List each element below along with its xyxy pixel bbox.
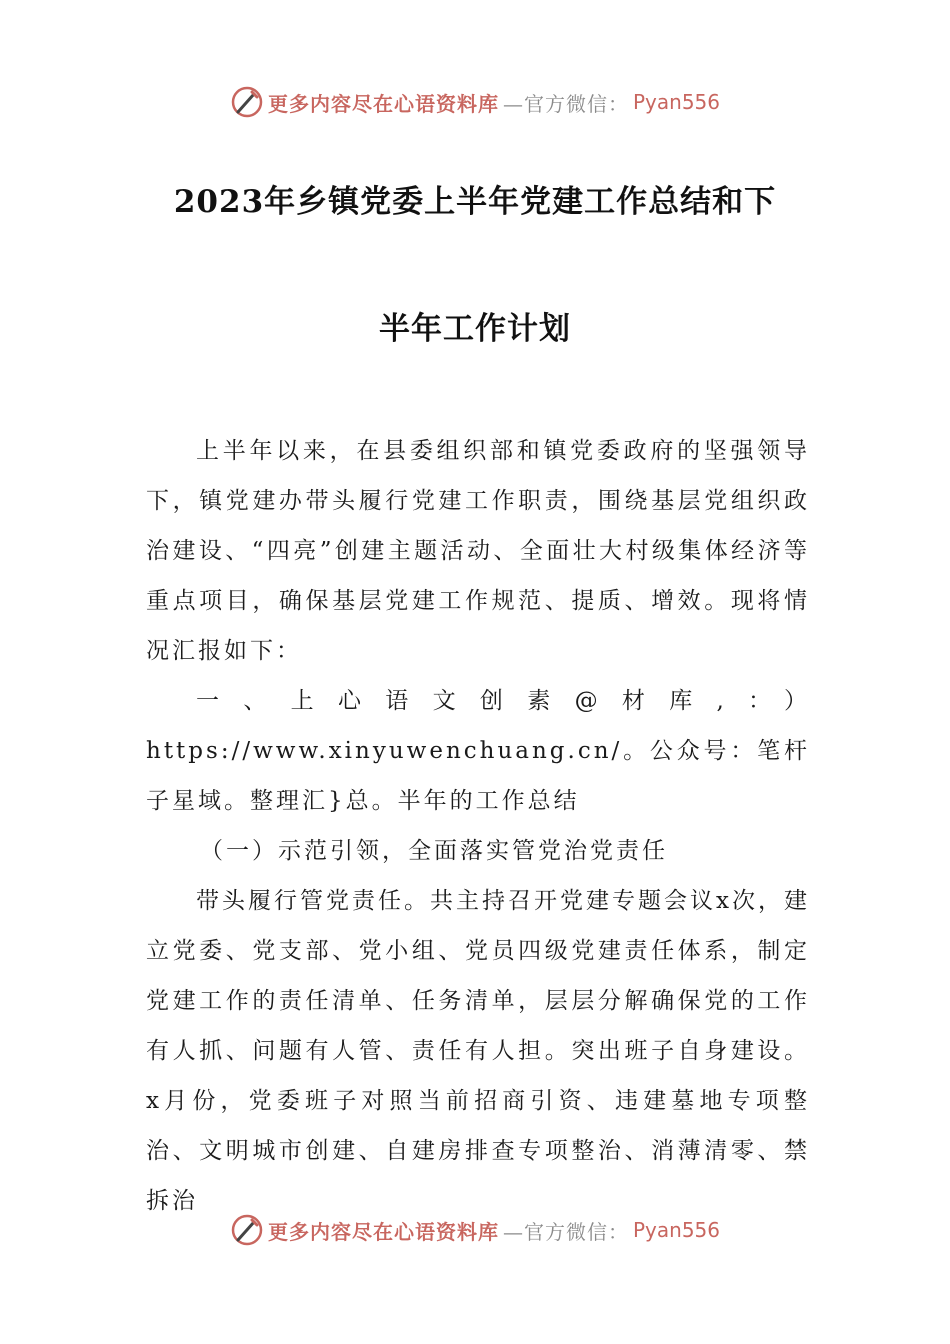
document-title-line-1: 2023年乡镇党委上半年党建工作总结和下 — [173, 184, 777, 220]
footer-banner-separator: —官方微信： — [502, 1219, 629, 1244]
banner-separator: —官方微信： — [502, 91, 629, 116]
header-banner — [0, 82, 950, 122]
paragraph-section-heading: 一、上心语文创素@材库,：）https://www.xinyuwenchuang.cn/。公众号：笔杆子星域。整理汇}总。半年的工作总结 — [146, 688, 810, 814]
document-title-line-2: 半年工作计划 — [379, 311, 571, 347]
footer-banner-wechat-id: Pyan556 — [632, 1218, 720, 1242]
paragraph-subheading: （一）示范引领，全面落实管党治党责任 — [200, 838, 668, 864]
paragraph-intro: 上半年以来，在县委组织部和镇党委政府的坚强领导下，镇党建办带头履行党建工作职责，围绕基层党组织政治建设、“四亮”创建主题活动、全面壮大村级集体经济等重点项目，确保基层党建工作规范、提质、增效。现将情况汇报如下： — [146, 438, 810, 664]
banner-brand: 更多内容尽在心语资料库 — [267, 91, 499, 116]
footer-banner-brand: 更多内容尽在心语资料库 — [267, 1219, 499, 1244]
pen-logo-icon — [230, 85, 264, 119]
document-body — [146, 426, 810, 1226]
pen-logo-icon — [230, 1213, 264, 1247]
banner-wechat-id: Pyan556 — [632, 90, 720, 114]
paragraph-responsibility: 带头履行管党责任。共主持召开党建专题会议x次，建立党委、党支部、党小组、党员四级党建责任体系，制定党建工作的责任清单、任务清单，层层分解确保党的工作有人抓、问题有人管、责任有人担。突出班子自身建设。x月份，党委班子对照当前招商引资、违建墓地专项整治、文明城市创建、自建房排查专项整治、消薄清零、禁拆治 — [146, 888, 810, 1214]
footer-banner — [0, 1210, 950, 1250]
